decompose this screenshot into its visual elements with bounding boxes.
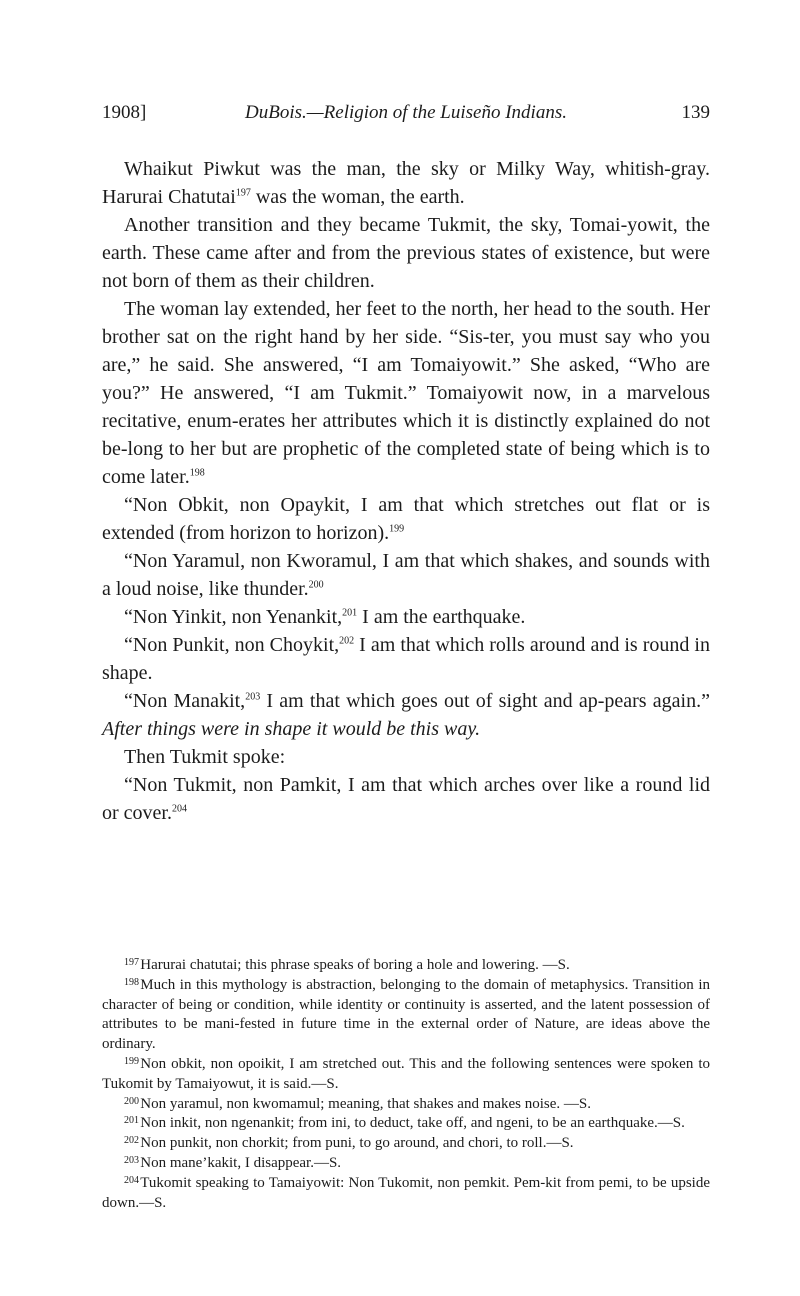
running-title: DuBois.—Religion of the Luiseño Indians. xyxy=(245,102,567,123)
footnote-text: Non inkit, non ngenankit; from ini, to deduct, take off, and ngeni, to be an earthquake.—S. xyxy=(140,1115,685,1132)
footnote-ref: 201 xyxy=(342,607,358,619)
paragraph xyxy=(102,687,710,743)
body-text xyxy=(102,155,710,827)
running-header xyxy=(102,102,710,128)
footnote xyxy=(102,1174,710,1214)
footnote xyxy=(102,976,710,1055)
paragraph-text: “Non Manakit, xyxy=(124,690,246,712)
paragraph xyxy=(102,771,710,827)
footnote-text: Harurai chatutai; this phrase speaks of boring a hole and lowering. —S. xyxy=(140,957,570,973)
footnote-ref: 202 xyxy=(339,635,355,647)
footnote-text: Non yaramul, non kwomamul; meaning, that shakes and makes noise. —S. xyxy=(140,1095,592,1112)
paragraph xyxy=(102,211,710,295)
footnote xyxy=(102,1055,710,1095)
footnote-text: Much in this mythology is abstraction, belonging to the domain of metaphysics. Transition in character of being or condition, while identity or continuity is asserted, and the latent possession of attributes to be mani-fested in future time in the external order of Nature, are ideas above the ordinary. xyxy=(102,976,710,1053)
footnote-ref: 203 xyxy=(245,691,261,703)
footnote-number: 200 xyxy=(124,1095,139,1107)
header-year: 1908] xyxy=(102,102,147,123)
footnote-ref: 199 xyxy=(389,523,405,535)
paragraph-text: I am the earthquake. xyxy=(357,606,526,628)
footnote-number: 199 xyxy=(124,1055,139,1067)
footnote-text: Non mane’kakit, I disappear.—S. xyxy=(140,1154,342,1171)
footnote-text: Non obkit, non opoikit, I am stretched out. This and the following sentences were spoken to Tukomit by Tamaiyowut, it is said.—S. xyxy=(102,1055,710,1092)
footnote xyxy=(102,1114,710,1134)
footnote xyxy=(102,1095,710,1115)
footnotes xyxy=(102,956,710,1213)
paragraph-text: “Non Obkit, non Opaykit, I am that which stretches out flat or is extended (from horizon to horizon). xyxy=(102,494,710,544)
footnote xyxy=(102,1134,710,1154)
paragraph-text: Whaikut Piwkut was the man, the sky or Milky Way, whitish-gray. Harurai Chatutai xyxy=(102,158,710,208)
footnote-number: 202 xyxy=(124,1135,139,1147)
italic-text: After things were in shape it would be this way. xyxy=(102,718,481,740)
paragraph-text: “Non Yinkit, non Yenankit, xyxy=(124,606,343,628)
footnote-number: 203 xyxy=(124,1154,139,1166)
footnote-text: Non punkit, non chorkit; from puni, to go around, and chori, to roll.—S. xyxy=(140,1135,574,1152)
footnote xyxy=(102,1154,710,1174)
footnote-number: 198 xyxy=(124,976,139,988)
paragraph xyxy=(102,155,710,211)
paragraph xyxy=(102,295,710,491)
paragraph-text: Another transition and they became Tukmit, the sky, Tomai-yowit, the earth. These came after and from the previous states of existence, but were not born of them as their children. xyxy=(102,214,710,292)
page-number: 139 xyxy=(681,102,710,123)
paragraph xyxy=(102,743,710,771)
footnote xyxy=(102,956,710,976)
paragraph-text: “Non Yaramul, non Kworamul, I am that which shakes, and sounds with a loud noise, like thunder. xyxy=(102,550,710,600)
footnote-number: 201 xyxy=(124,1115,139,1127)
paragraph xyxy=(102,603,710,631)
paragraph-text: Then Tukmit spoke: xyxy=(124,746,286,768)
footnote-ref: 198 xyxy=(189,467,205,479)
footnote-number: 197 xyxy=(124,957,139,968)
paragraph-text: I am that which rolls around and is round in shape. xyxy=(102,634,710,684)
paragraph-text: “Non Punkit, non Choykit, xyxy=(124,634,340,656)
paragraph-text: I am that which goes out of sight and ap-pears again.” xyxy=(260,690,710,712)
footnote-ref: 200 xyxy=(308,579,324,591)
paragraph xyxy=(102,491,710,547)
footnote-number: 204 xyxy=(124,1174,139,1186)
paragraph xyxy=(102,631,710,687)
paragraph-text: The woman lay extended, her feet to the north, her head to the south. Her brother sat on the right hand by her side. “Sis-ter, you must say who you are,” he said. She answered, “I am Tomaiyowit.” She asked, “Who are you?” He answered, “I am Tukmit.” Tomaiyowit now, in a marvelous recitative, enum-erates her attributes which it is distinctly explained do not be-long to her but are prophetic of the completed state of being which is to come later. xyxy=(102,298,710,488)
footnote-text: Tukomit speaking to Tamaiyowit: Non Tukomit, non pemkit. Pem-kit from pemi, to be upside down.—S. xyxy=(102,1174,710,1211)
paragraph xyxy=(102,547,710,603)
paragraph-text: “Non Tukmit, non Pamkit, I am that which arches over like a round lid or cover. xyxy=(102,774,710,824)
footnote-ref: 197 xyxy=(235,187,251,199)
footnote-ref: 204 xyxy=(171,803,187,815)
paragraph-text: was the woman, the earth. xyxy=(250,186,465,208)
